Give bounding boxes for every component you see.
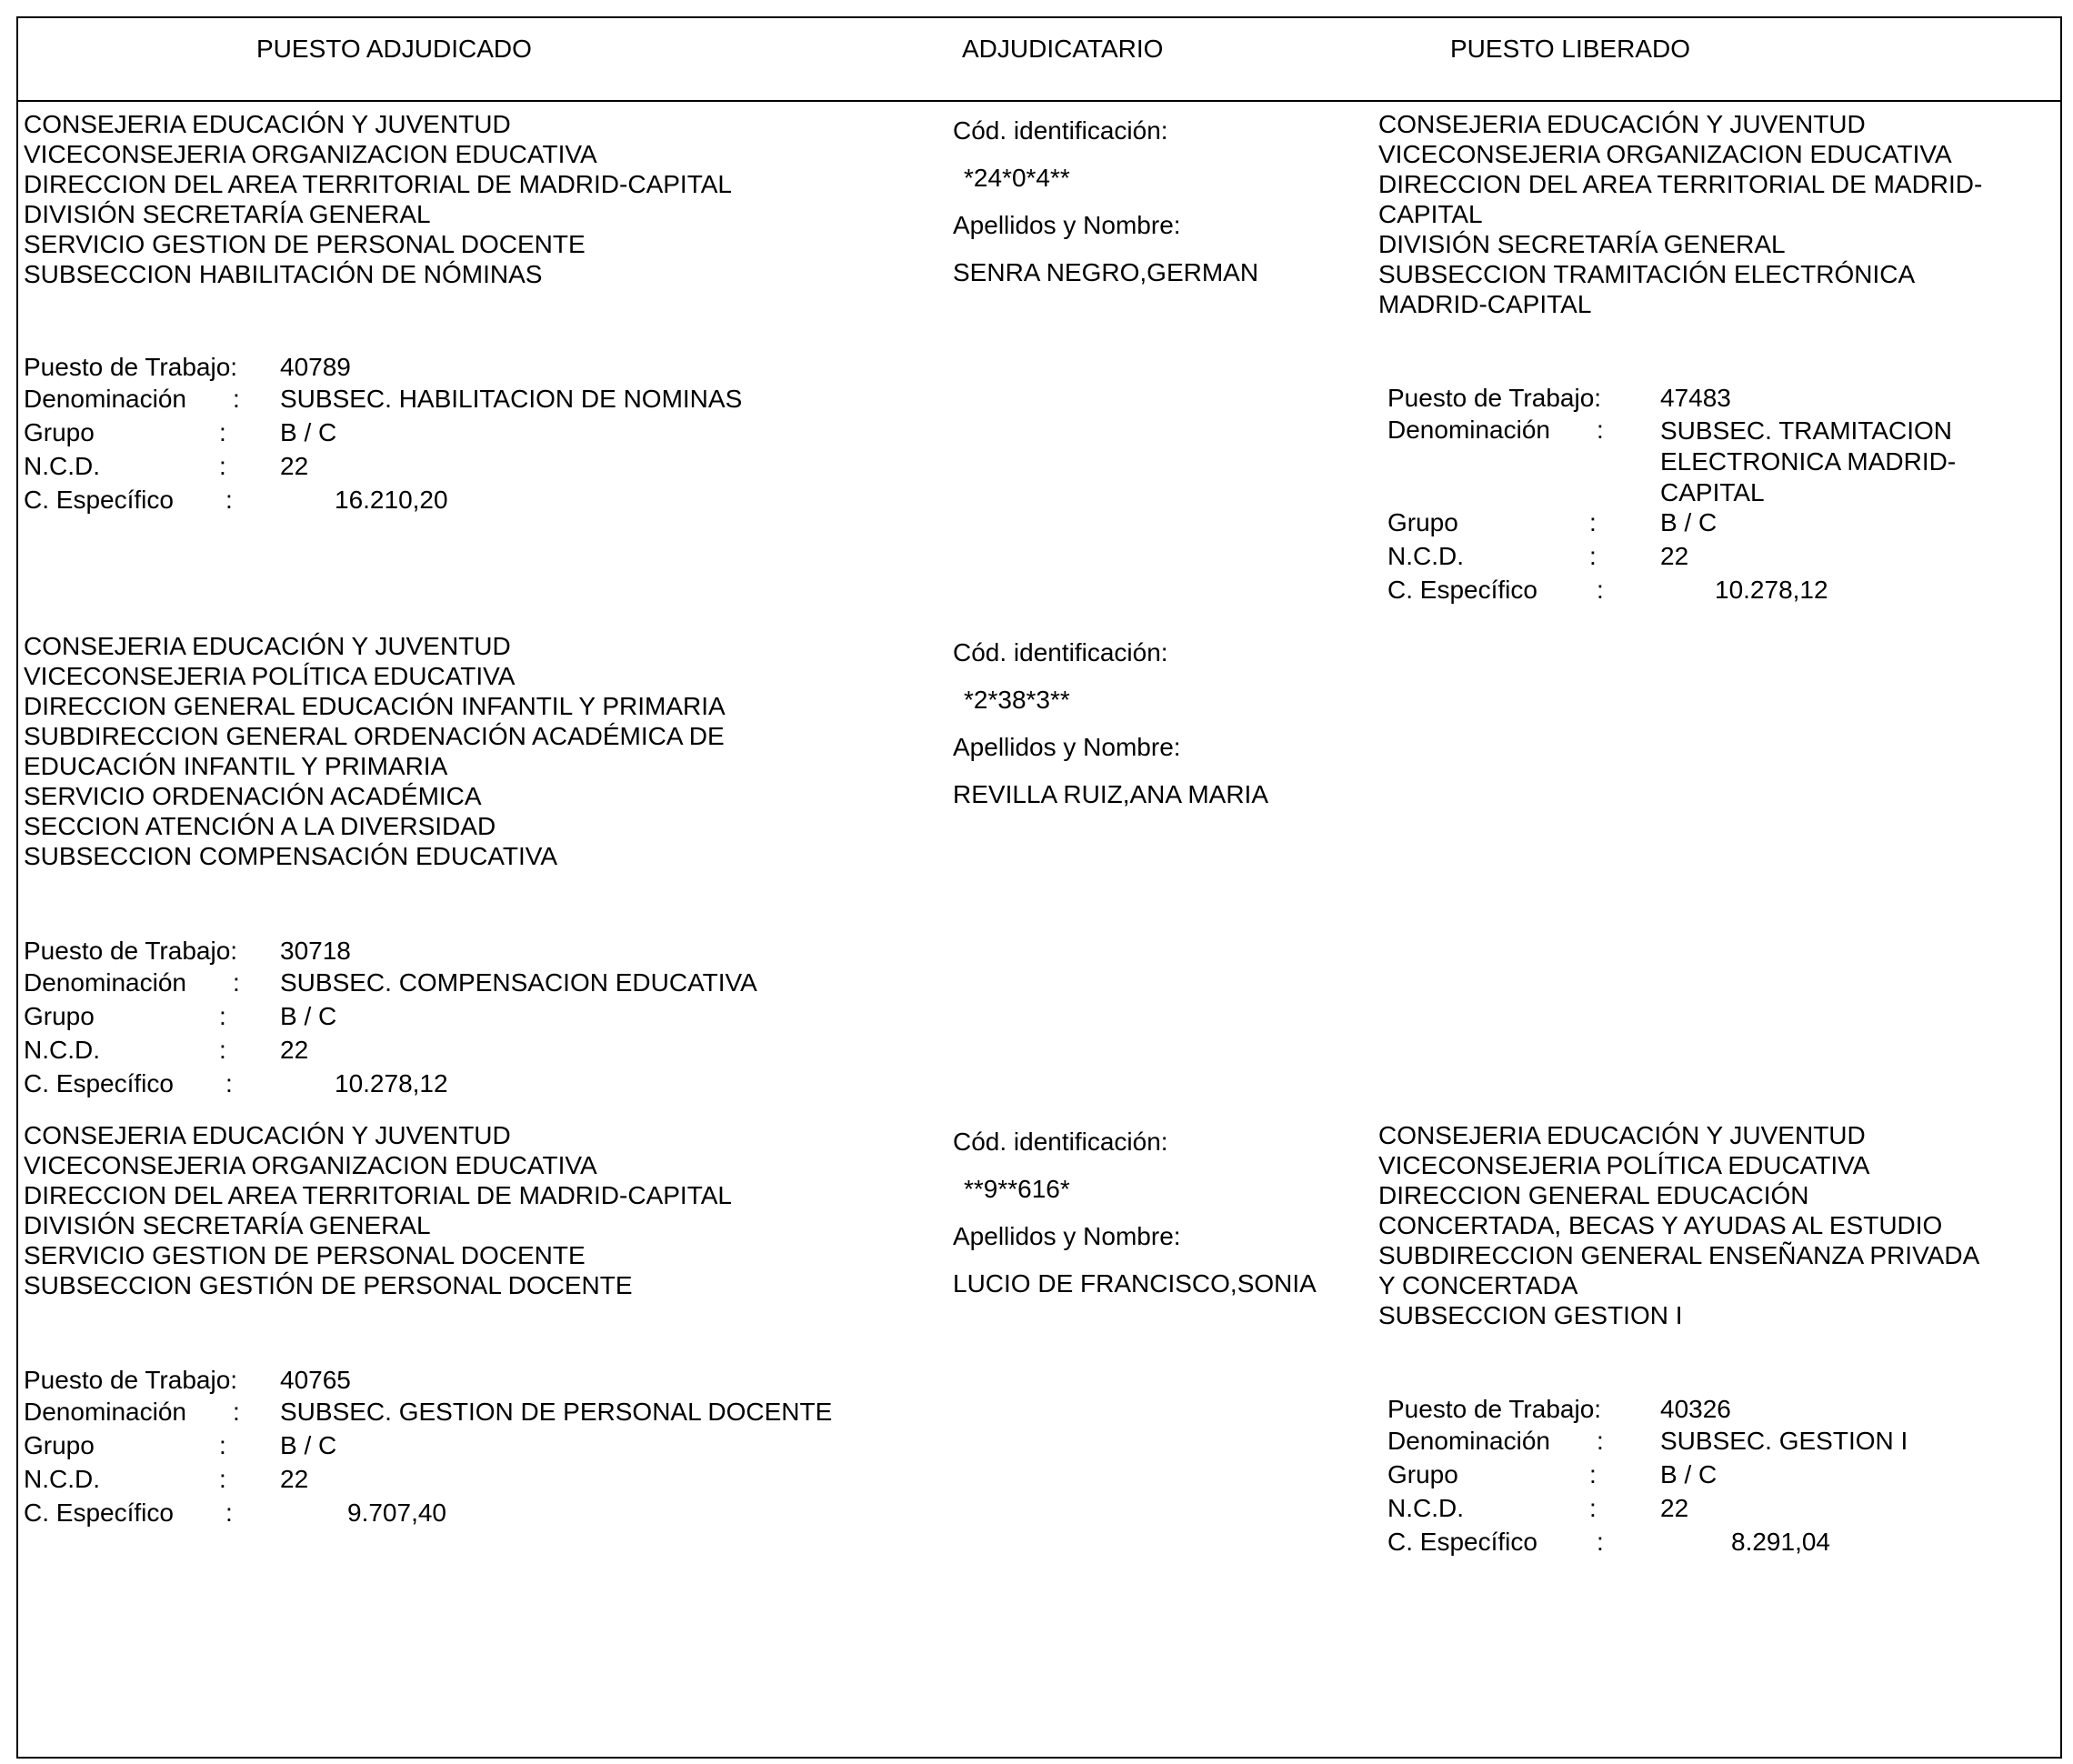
colon: : <box>225 486 233 514</box>
apellidos-nombre-value: REVILLA RUIZ,ANA MARIA <box>953 780 1268 808</box>
colon: : <box>219 452 226 480</box>
entry-3-adjudicado-fields <box>24 1366 896 1532</box>
colon: : <box>1597 1427 1604 1455</box>
colon: : <box>233 968 240 997</box>
denominacion-value: SUBSEC. GESTION DE PERSONAL DOCENTE <box>280 1398 833 1426</box>
grupo-value: B / C <box>280 418 337 446</box>
org-line: SECCION ATENCIÓN A LA DIVERSIDAD <box>24 812 496 840</box>
puesto-value: 30718 <box>280 937 351 965</box>
colon: : <box>1597 1528 1604 1556</box>
denominacion-line: SUBSEC. TRAMITACION <box>1660 416 1953 445</box>
label-puesto: Puesto de Trabajo: <box>24 1366 238 1394</box>
org-line: SERVICIO ORDENACIÓN ACADÉMICA <box>24 782 482 810</box>
ncd-value: 22 <box>1660 542 1689 570</box>
org-line: VICECONSEJERIA ORGANIZACION EDUCATIVA <box>24 140 597 168</box>
label-denominacion: Denominación <box>24 1398 186 1426</box>
org-line: SUBSECCION COMPENSACIÓN EDUCATIVA <box>24 842 558 870</box>
label-cespecifico: C. Específico <box>1387 576 1537 604</box>
grupo-value: B / C <box>1660 1460 1717 1488</box>
colon: : <box>1597 576 1604 604</box>
org-line: DIRECCION DEL AREA TERRITORIAL DE MADRID-CAPITAL <box>24 170 732 198</box>
header-separator <box>16 100 2062 102</box>
org-line: DIVISIÓN SECRETARÍA GENERAL <box>1378 230 1786 258</box>
label-puesto: Puesto de Trabajo: <box>1387 1395 1602 1423</box>
colon: : <box>1589 1460 1597 1488</box>
cod-identificacion-value: *2*38*3** <box>964 686 1070 714</box>
ncd-value: 22 <box>280 1036 309 1064</box>
label-denominacion: Denominación <box>24 968 186 997</box>
org-line: VICECONSEJERIA POLÍTICA EDUCATIVA <box>1378 1151 1870 1179</box>
label-grupo: Grupo <box>24 1002 95 1030</box>
ncd-value: 22 <box>280 1465 309 1493</box>
label-cespecifico: C. Específico <box>24 1069 174 1097</box>
entry-2-adjudicado-org <box>24 631 726 871</box>
label-puesto: Puesto de Trabajo: <box>24 353 238 381</box>
org-line: SUBDIRECCION GENERAL ENSEÑANZA PRIVADA <box>1378 1241 1980 1269</box>
org-line: DIRECCION DEL AREA TERRITORIAL DE MADRID-CAPITAL <box>24 1181 732 1209</box>
denominacion-value: SUBSEC. GESTION I <box>1660 1427 1908 1455</box>
apellidos-nombre-value: SENRA NEGRO,GERMAN <box>953 258 1259 286</box>
cespecifico-value: 9.707,40 <box>347 1498 446 1527</box>
grupo-value: B / C <box>1660 508 1717 536</box>
org-line: SUBSECCION TRAMITACIÓN ELECTRÓNICA <box>1378 260 1916 288</box>
colon: : <box>219 1465 226 1493</box>
org-line: DIRECCION DEL AREA TERRITORIAL DE MADRID- <box>1378 170 1983 198</box>
header-adjudicatario: ADJUDICATARIO <box>962 35 1164 63</box>
org-line: SERVICIO GESTION DE PERSONAL DOCENTE <box>24 1241 586 1269</box>
cespecifico-value: 10.278,12 <box>1715 576 1828 604</box>
label-grupo: Grupo <box>24 1431 95 1459</box>
org-line: CONSEJERIA EDUCACIÓN Y JUVENTUD <box>1378 110 1866 138</box>
org-line: DIRECCION GENERAL EDUCACIÓN <box>1378 1181 1809 1209</box>
org-line: DIRECCION GENERAL EDUCACIÓN INFANTIL Y PRIMARIA <box>24 692 726 720</box>
label-grupo: Grupo <box>1387 508 1458 536</box>
grupo-value: B / C <box>280 1002 337 1030</box>
label-ncd: N.C.D. <box>24 1036 100 1064</box>
label-ncd: N.C.D. <box>1387 542 1464 570</box>
colon: : <box>1589 1494 1597 1522</box>
denominacion-line: ELECTRONICA MADRID- <box>1660 447 1957 476</box>
cespecifico-value: 16.210,20 <box>335 486 448 514</box>
label-puesto: Puesto de Trabajo: <box>1387 384 1602 412</box>
org-line: DIVISIÓN SECRETARÍA GENERAL <box>24 1211 431 1239</box>
org-line: CONSEJERIA EDUCACIÓN Y JUVENTUD <box>24 1121 511 1149</box>
entry-1-adjudicado-org <box>24 109 732 289</box>
label-cod-identificacion: Cód. identificación: <box>953 638 1168 667</box>
entry-3-liberado-org <box>1378 1120 1979 1330</box>
colon: : <box>233 385 240 413</box>
label-ncd: N.C.D. <box>24 452 100 480</box>
label-grupo: Grupo <box>1387 1460 1458 1488</box>
org-line: CONSEJERIA EDUCACIÓN Y JUVENTUD <box>24 110 511 138</box>
denominacion-value: SUBSEC. COMPENSACION EDUCATIVA <box>280 968 757 997</box>
org-line: Y CONCERTADA <box>1378 1271 1578 1299</box>
org-line: VICECONSEJERIA POLÍTICA EDUCATIVA <box>24 662 516 690</box>
denominacion-value: SUBSEC. HABILITACION DE NOMINAS <box>280 385 743 413</box>
org-line: DIVISIÓN SECRETARÍA GENERAL <box>24 200 431 228</box>
entry-2-adjudicado-fields <box>24 937 842 1103</box>
org-line: CONSEJERIA EDUCACIÓN Y JUVENTUD <box>1378 1121 1866 1149</box>
header-puesto-liberado: PUESTO LIBERADO <box>1450 35 1691 63</box>
label-ncd: N.C.D. <box>1387 1494 1464 1522</box>
org-line: VICECONSEJERIA ORGANIZACION EDUCATIVA <box>1378 140 1952 168</box>
label-cespecifico: C. Específico <box>24 1498 174 1527</box>
puesto-value: 40765 <box>280 1366 351 1394</box>
label-cespecifico: C. Específico <box>24 486 174 514</box>
org-line: CAPITAL <box>1378 200 1483 228</box>
puesto-value: 47483 <box>1660 384 1731 412</box>
label-cod-identificacion: Cód. identificación: <box>953 1128 1168 1156</box>
entry-1-liberado-fields <box>1387 384 2042 609</box>
label-apellidos-nombre: Apellidos y Nombre: <box>953 211 1181 239</box>
denominacion-value <box>1660 416 1988 508</box>
label-denominacion: Denominación <box>1387 1427 1550 1455</box>
label-cod-identificacion: Cód. identificación: <box>953 116 1168 145</box>
colon: : <box>233 1398 240 1426</box>
org-line: SUBSECCION GESTIÓN DE PERSONAL DOCENTE <box>24 1271 633 1299</box>
colon: : <box>219 418 226 446</box>
entry-3-liberado-fields <box>1387 1395 2042 1561</box>
label-cespecifico: C. Específico <box>1387 1528 1537 1556</box>
org-line: VICECONSEJERIA ORGANIZACION EDUCATIVA <box>24 1151 597 1179</box>
org-line: CONSEJERIA EDUCACIÓN Y JUVENTUD <box>24 632 511 660</box>
cod-identificacion-value: *24*0*4** <box>964 164 1070 192</box>
cod-identificacion-value: **9**616* <box>964 1175 1070 1203</box>
org-line: SUBDIRECCION GENERAL ORDENACIÓN ACADÉMICA DE <box>24 722 725 750</box>
org-line: SERVICIO GESTION DE PERSONAL DOCENTE <box>24 230 586 258</box>
org-line: SUBSECCION GESTION I <box>1378 1301 1683 1329</box>
header-puesto-adjudicado: PUESTO ADJUDICADO <box>256 35 532 63</box>
org-line: EDUCACIÓN INFANTIL Y PRIMARIA <box>24 752 448 780</box>
denominacion-line: CAPITAL <box>1660 478 1765 506</box>
colon: : <box>225 1498 233 1527</box>
org-line: CONCERTADA, BECAS Y AYUDAS AL ESTUDIO <box>1378 1211 1943 1239</box>
ncd-value: 22 <box>280 452 309 480</box>
colon: : <box>219 1036 226 1064</box>
entry-2-adjudicatario <box>953 638 1268 809</box>
cespecifico-value: 10.278,12 <box>335 1069 448 1097</box>
puesto-value: 40326 <box>1660 1395 1731 1423</box>
label-puesto: Puesto de Trabajo: <box>24 937 238 965</box>
colon: : <box>1597 416 1604 444</box>
colon: : <box>225 1069 233 1097</box>
entry-1-liberado-org <box>1378 109 1982 319</box>
colon: : <box>1589 542 1597 570</box>
colon: : <box>219 1431 226 1459</box>
label-denominacion: Denominación <box>24 385 186 413</box>
colon: : <box>1589 508 1597 536</box>
label-apellidos-nombre: Apellidos y Nombre: <box>953 1222 1181 1250</box>
entry-1-adjudicatario <box>953 116 1258 287</box>
colon: : <box>219 1002 226 1030</box>
ncd-value: 22 <box>1660 1494 1689 1522</box>
grupo-value: B / C <box>280 1431 337 1459</box>
label-denominacion: Denominación <box>1387 416 1550 444</box>
entry-3-adjudicado-org <box>24 1120 732 1300</box>
puesto-value: 40789 <box>280 353 351 381</box>
entry-3-adjudicatario <box>953 1128 1317 1298</box>
org-line: SUBSECCION HABILITACIÓN DE NÓMINAS <box>24 260 543 288</box>
cespecifico-value: 8.291,04 <box>1731 1528 1830 1556</box>
label-apellidos-nombre: Apellidos y Nombre: <box>953 733 1181 761</box>
apellidos-nombre-value: LUCIO DE FRANCISCO,SONIA <box>953 1269 1317 1298</box>
entry-1-adjudicado-fields <box>24 353 842 519</box>
label-ncd: N.C.D. <box>24 1465 100 1493</box>
org-line: MADRID-CAPITAL <box>1378 290 1592 318</box>
label-grupo: Grupo <box>24 418 95 446</box>
